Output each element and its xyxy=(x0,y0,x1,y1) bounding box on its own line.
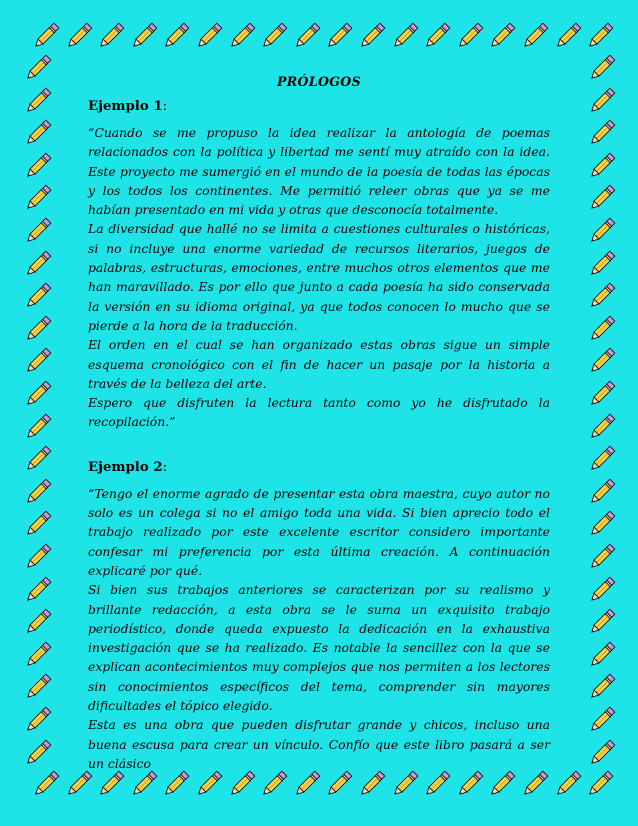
pencil-icon xyxy=(586,119,616,149)
pencil-icon xyxy=(389,770,419,800)
pencil-icon xyxy=(30,770,60,800)
pencil-icon xyxy=(22,380,52,410)
pencil-icon xyxy=(22,706,52,736)
pencil-icon xyxy=(323,770,353,800)
pencil-icon xyxy=(291,22,321,52)
pencil-icon xyxy=(22,608,52,638)
pencil-icon xyxy=(586,184,616,214)
pencil-icon xyxy=(454,770,484,800)
pencil-icon xyxy=(389,22,419,52)
pencil-icon xyxy=(552,22,582,52)
pencil-icon xyxy=(586,217,616,247)
pencil-icon xyxy=(30,22,60,52)
pencil-icon xyxy=(22,347,52,377)
pencil-icon xyxy=(22,250,52,280)
pencil-icon xyxy=(454,22,484,52)
pencil-icon xyxy=(22,413,52,443)
pencil-icon xyxy=(519,22,549,52)
pencil-icon xyxy=(356,22,386,52)
pencil-icon xyxy=(586,250,616,280)
pencil-icon xyxy=(160,22,190,52)
example-1-paragraph-2: La diversidad que hallé no se limita a cuestiones culturales o históricas, si no incluye una enorme variedad de recursos literarios, juegos de palabras, estructuras, emociones, entre muchos otros elementos que me han maravillado. Es por ello que junto a cada poesía ha sido conservada la versión en su idioma original, ya que todos conocen lo mucho que se pierde a la hora de la traducción. xyxy=(88,221,550,333)
page-title: PRÓLOGOS xyxy=(277,74,361,89)
pencil-icon xyxy=(160,770,190,800)
example-1-paragraph-3: El orden en el cual se han organizado estas obras sigue un simple esquema cronológico con el fin de hacer un pasaje por la historia a través de la belleza del arte. xyxy=(88,337,550,391)
pencil-icon xyxy=(584,770,614,800)
pencil-icon xyxy=(128,770,158,800)
pencil-icon xyxy=(486,770,516,800)
pencil-icon xyxy=(586,445,616,475)
pencil-icon xyxy=(22,184,52,214)
document-content xyxy=(88,72,550,773)
pencil-icon xyxy=(22,478,52,508)
pencil-icon xyxy=(486,22,516,52)
pencil-icon xyxy=(22,282,52,312)
pencil-icon xyxy=(22,445,52,475)
example-2-paragraph-2: Si bien sus trabajos anteriores se caracterizan por su realismo y brillante redacción, a esta obra se le suma un exquisito trabajo periodístico, donde queda expuesto la dedicación en la exhaustiva investigación que se ha realizado. Es notable la sencillez con la que se explican acontecimientos muy complejos que nos permiten a los lectores sin conocimientos específicos del tema, comprender sin mayores dificultades el tópico elegido. xyxy=(88,582,550,714)
pencil-icon xyxy=(22,543,52,573)
pencil-icon xyxy=(586,87,616,117)
pencil-icon xyxy=(323,22,353,52)
pencil-icon xyxy=(586,478,616,508)
pencil-icon xyxy=(22,739,52,769)
pencil-icon xyxy=(586,380,616,410)
pencil-icon xyxy=(258,770,288,800)
pencil-icon xyxy=(22,315,52,345)
pencil-icon xyxy=(95,770,125,800)
pencil-icon xyxy=(586,543,616,573)
pencil-icon xyxy=(586,641,616,671)
example-2-heading-text: Ejemplo 2 xyxy=(88,459,163,475)
example-1-heading xyxy=(88,99,550,114)
pencil-icon xyxy=(128,22,158,52)
pencil-icon xyxy=(586,282,616,312)
pencil-icon xyxy=(586,315,616,345)
pencil-icon xyxy=(22,673,52,703)
example-2-paragraph-1: “Tengo el enorme agrado de presentar esta obra maestra, cuyo autor no solo es un colega si no el amigo toda una vida. Si bien aprecio todo el trabajo realizado por este excelente escritor considero importante confesar mi preferencia por esta última creación. A continuación explicaré por qué. xyxy=(88,485,550,578)
pencil-icon xyxy=(193,770,223,800)
pencil-icon xyxy=(586,706,616,736)
pencil-icon xyxy=(586,152,616,182)
pencil-icon xyxy=(226,770,256,800)
pencil-icon xyxy=(586,510,616,540)
pencil-icon xyxy=(258,22,288,52)
pencil-icon xyxy=(291,770,321,800)
pencil-icon xyxy=(552,770,582,800)
pencil-icon xyxy=(22,152,52,182)
pencil-icon xyxy=(63,22,93,52)
example-2-paragraph-3: Esta es una obra que pueden disfrutar grande y chicos, incluso una buena escusa para crear un vínculo. Confío que este libro pasará a ser un clásico xyxy=(88,717,550,771)
pencil-icon xyxy=(586,576,616,606)
example-1-heading-text: Ejemplo 1 xyxy=(88,99,163,114)
example-1-paragraph-1: “Cuando se me propuso la idea realizar la antología de poemas relacionados con la política y libertad me sentí muy atraído con la idea. Este proyecto me sumergió en el mundo de la poesía de todas las épocas y los todos los continentes. Me permitió releer obras que ya se me habían presentado en mi vida y otras que desconocía totalmente. xyxy=(88,125,550,218)
pencil-icon xyxy=(586,673,616,703)
pencil-icon xyxy=(63,770,93,800)
pencil-icon xyxy=(421,770,451,800)
example-1-paragraph-4: Espero que disfruten la lectura tanto como yo he disfrutado la recopilación.” xyxy=(88,395,550,430)
pencil-icon xyxy=(22,54,52,84)
pencil-icon xyxy=(519,770,549,800)
pencil-icon xyxy=(586,54,616,84)
pencil-icon xyxy=(22,510,52,540)
pencil-icon xyxy=(22,87,52,117)
example-2-heading xyxy=(88,460,550,475)
pencil-icon xyxy=(356,770,386,800)
pencil-icon xyxy=(586,347,616,377)
pencil-icon xyxy=(586,413,616,443)
pencil-icon xyxy=(193,22,223,52)
pencil-icon xyxy=(226,22,256,52)
pencil-icon xyxy=(95,22,125,52)
pencil-icon xyxy=(22,576,52,606)
pencil-icon xyxy=(586,608,616,638)
pencil-icon xyxy=(22,217,52,247)
pencil-icon xyxy=(584,22,614,52)
heading-colon: : xyxy=(162,99,168,114)
pencil-icon xyxy=(586,739,616,769)
pencil-icon xyxy=(421,22,451,52)
section-spacer xyxy=(88,432,550,460)
pencil-icon xyxy=(22,641,52,671)
heading-colon: : xyxy=(162,459,168,475)
pencil-icon xyxy=(22,119,52,149)
